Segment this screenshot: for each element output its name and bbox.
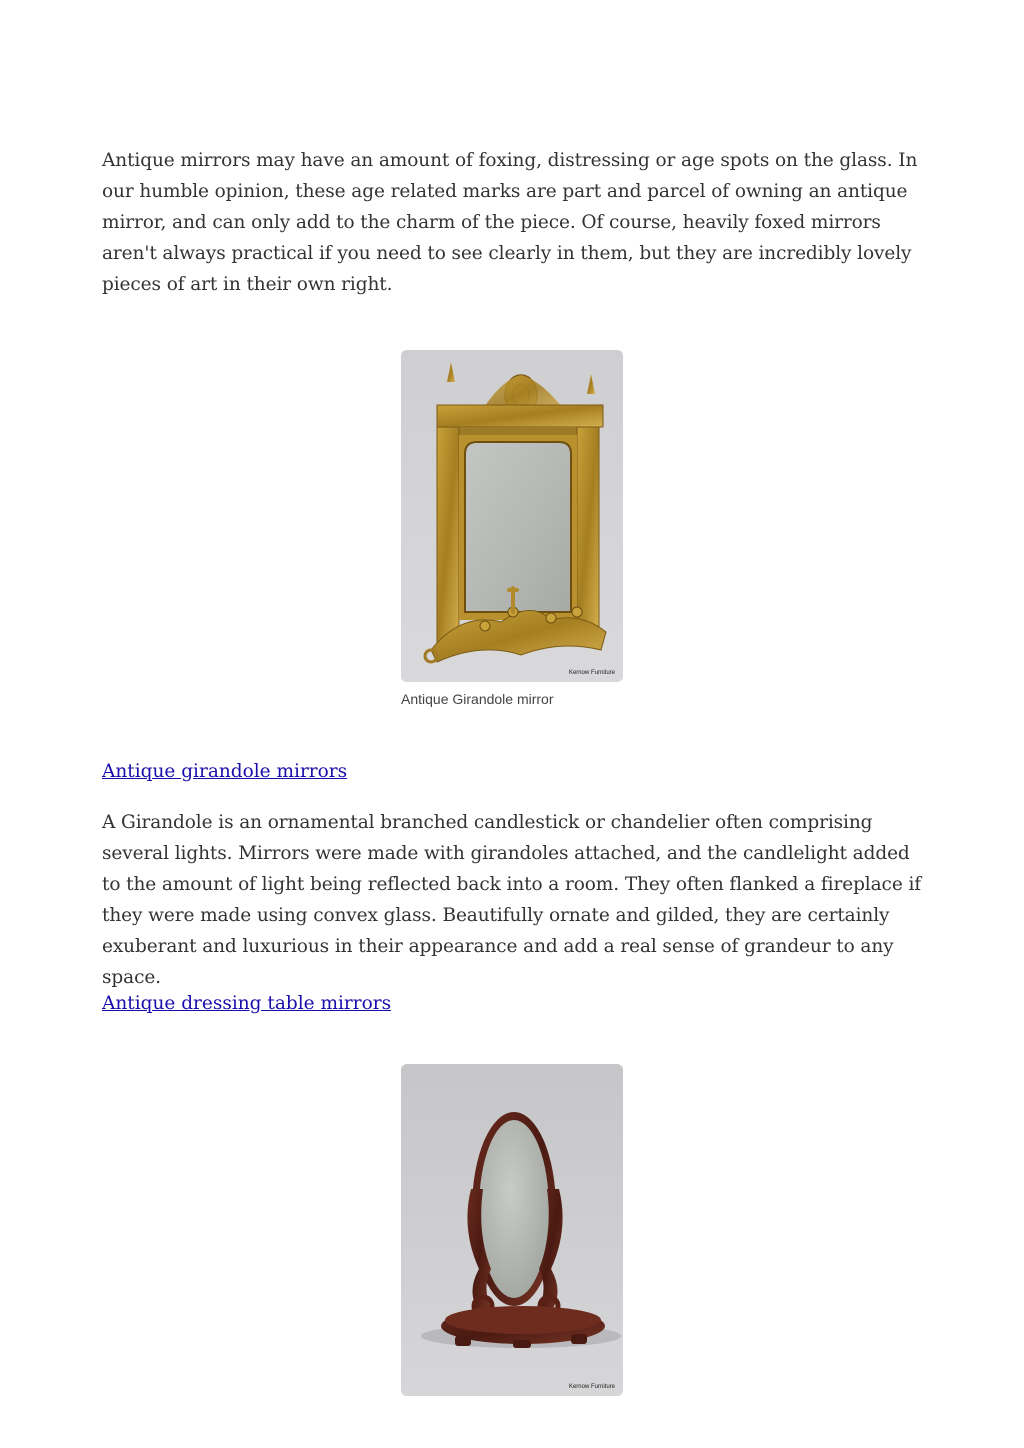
intro-paragraph: Antique mirrors may have an amount of foxing, distressing or age spots on the glass. In our humble opinion, these age related marks are part and parcel of owning an antique mirror, and can only add to the charm of the piece. Of course, heavily foxed mirrors aren't always practical if you need to see clearly in them, but they are incredibly lovely pieces of art in their own right. bbox=[102, 150, 918, 295]
image-watermark: Kernow Furniture bbox=[568, 1384, 615, 1390]
image-watermark: Kernow Furniture bbox=[568, 670, 615, 676]
girandole-mirror-image bbox=[401, 350, 623, 682]
dressing-table-mirror-image bbox=[401, 1064, 623, 1396]
dressing-table-mirrors-link[interactable]: Antique dressing table mirrors bbox=[102, 993, 392, 1014]
girandole-mirrors-link[interactable]: Antique girandole mirrors bbox=[102, 761, 348, 782]
figure-caption: Antique Girandole mirror bbox=[401, 691, 554, 707]
girandole-paragraph: A Girandole is an ornamental branched candlestick or chandelier often comprising several lights. Mirrors were made with girandoles attached, and the candlelight added to the amount of light being reflected back into a room. They often flanked a fireplace if they were made using convex glass. Beautifully ornate and gilded, they are certainly exuberant and luxurious in their appearance and add a real sense of grandeur to any space. bbox=[102, 812, 922, 988]
